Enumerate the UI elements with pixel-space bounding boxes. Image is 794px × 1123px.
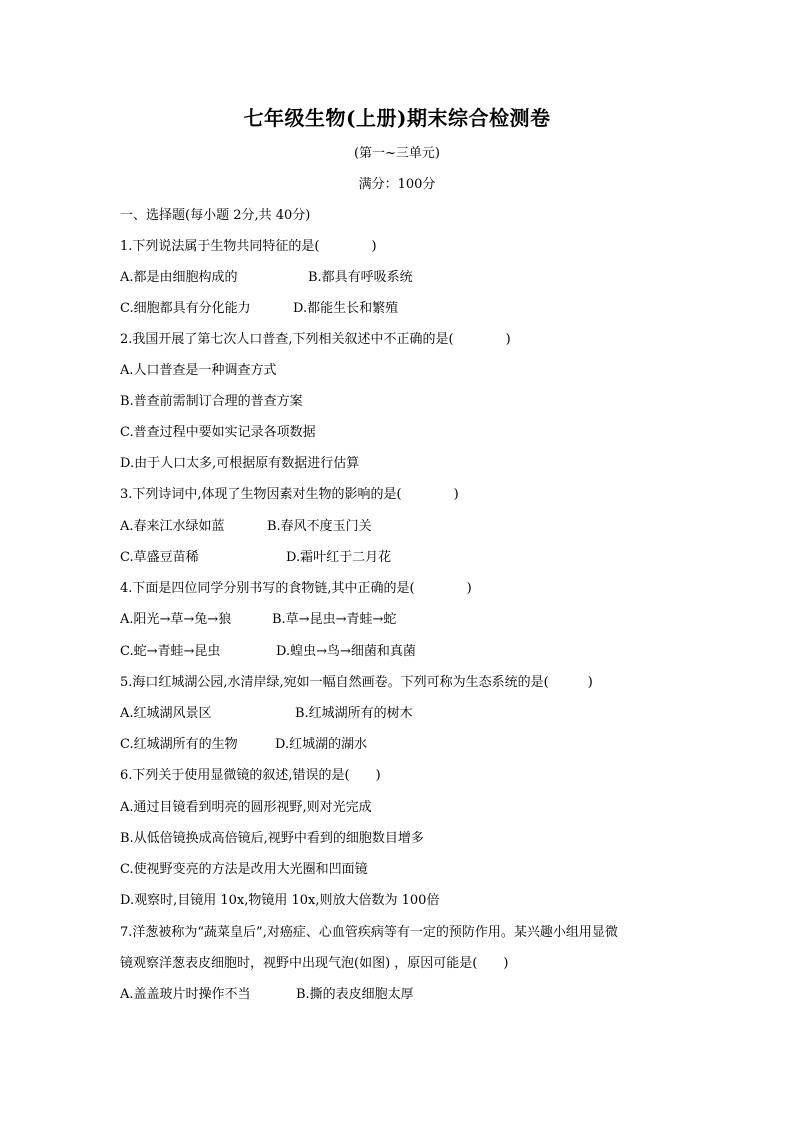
question-5-option-d: D.红城湖的湖水 [275,737,368,752]
question-5-row2 [120,736,690,754]
question-3-option-d: D.霜叶红于二月花 [286,550,392,565]
question-1-option-d: D.都能生长和繁殖 [293,301,399,316]
question-7-option-a: A.盖盖玻片时操作不当 [120,987,251,1002]
question-2-option-d: D.由于人口太多,可根据原有数据进行估算 [120,456,360,471]
question-4-row1 [120,611,690,629]
question-5-option-b: B.红城湖所有的树木 [295,706,413,721]
question-4-option-d: D.蝗虫→鸟→细菌和真菌 [276,644,416,659]
question-3-option-a: A.春来江水绿如蓝 [120,519,225,534]
question-2-option-a: A.人口普查是一种调查方式 [120,363,277,378]
question-2-option-c: C.普查过程中要如实记录各项数据 [120,425,316,440]
question-6-stem: 6.下列关于使用显微镜的叙述,错误的是( ) [120,768,381,783]
question-2-option-b: B.普查前需制订合理的普查方案 [120,394,303,409]
question-3-stem: 3.下列诗词中,体现了生物因素对生物的影响的是( ) [120,487,459,502]
question-4-option-b: B.草→昆虫→青蛙→蛇 [272,612,397,627]
question-3-row2 [120,549,690,567]
question-6-option-c: C.使视野变亮的方法是改用大光圈和凹面镜 [120,862,368,877]
question-7-stem-line-1: 7.洋葱被称为“蔬菜皇后”,对癌症、心血管疾病等有一定的预防作用。某兴趣小组用显微 [120,925,618,940]
question-1-stem: 1.下列说法属于生物共同特征的是( ) [120,239,377,254]
question-7-option-b: B.撕的表皮细胞太厚 [296,987,414,1002]
question-5-option-a: A.红城湖风景区 [120,706,212,721]
question-5-row1 [120,705,690,723]
question-1-option-c: C.细胞都具有分化能力 [120,301,251,316]
question-1-row1 [120,269,690,287]
question-5-option-c: C.红城湖所有的生物 [120,737,238,752]
question-6-option-b: B.从低倍镜换成高倍镜后,视野中看到的细胞数目增多 [120,831,424,846]
question-5-stem: 5.海口红城湖公园,水清岸绿,宛如一幅自然画卷。下列可称为生态系统的是( ) [120,675,593,690]
question-3-option-c: C.草盛豆苗稀 [120,550,199,565]
question-3-row1 [120,518,690,536]
question-7-row1 [120,986,690,1004]
exam-units: (第一~三单元) [353,146,441,161]
question-4-row2 [120,643,690,661]
question-1-option-a: A.都是由细胞构成的 [120,270,238,285]
question-3-option-b: B.春风不度玉门关 [267,519,372,534]
question-1-option-b: B.都具有呼吸系统 [308,270,413,285]
question-4-stem: 4.下面是四位同学分别书写的食物链,其中正确的是( ) [120,581,472,596]
question-6-option-a: A.通过目镜看到明亮的圆形视野,则对光完成 [120,800,372,815]
question-2-stem: 2.我国开展了第七次人口普查,下列相关叙述中不正确的是( ) [120,332,511,347]
question-4-option-c: C.蛇→青蛙→昆虫 [120,644,221,659]
question-1-row2 [120,300,690,318]
exam-title: 七年级生物(上册)期末综合检测卷 [243,106,551,130]
section-heading: 一、选择题(每小题 2分,共 40分) [120,208,311,223]
question-4-option-a: A.阳光→草→兔→狼 [120,612,232,627]
exam-score: 满分：100分 [358,177,436,192]
question-7-stem-line-2: 镜观察洋葱表皮细胞时，视野中出现气泡(如图) ，原因可能是( ) [120,956,509,971]
question-6-option-d: D.观察时,目镜用 10x,物镜用 10x,则放大倍数为 100倍 [120,893,440,908]
